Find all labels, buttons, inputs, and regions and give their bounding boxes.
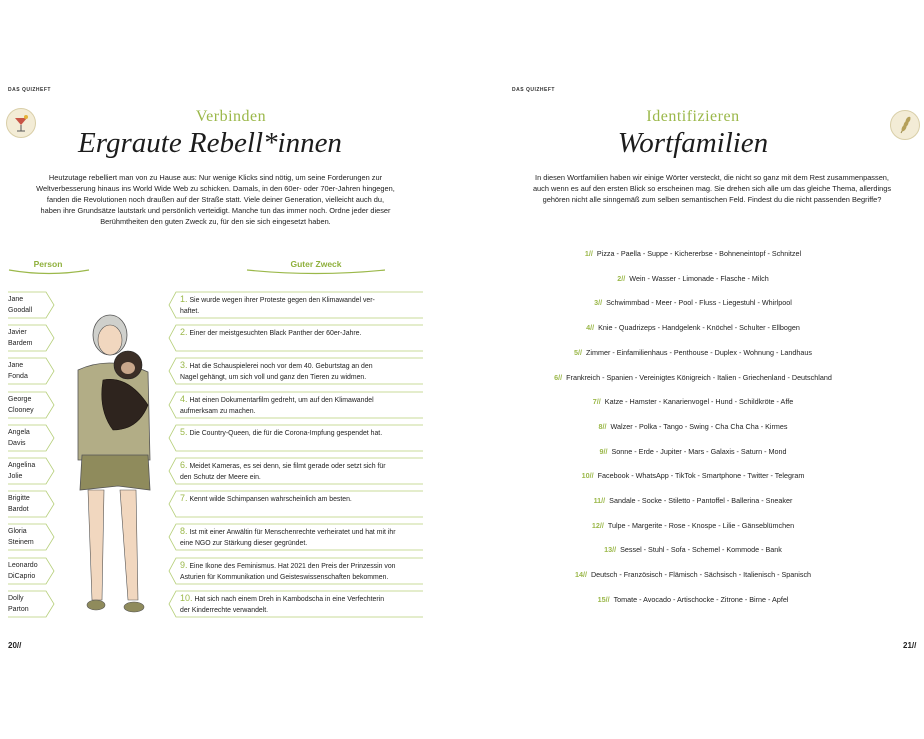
cause-text: 8. Ist mit einer Anwältin für Menschenrechte verheiratet und hat mit ihr eine NGO zur Stärkung dieser gegründet. bbox=[180, 526, 396, 548]
word-family-words: Frankreich - Spanien - Vereinigtes Königreich - Italien - Griechenland - Deutschland bbox=[566, 372, 832, 382]
page-title: Ergraute Rebell*innen bbox=[78, 127, 342, 159]
word-family-number: 7// bbox=[592, 397, 601, 407]
word-family-words: Walzer - Polka - Tango - Swing - Cha Cha Cha - Kirmes bbox=[610, 421, 788, 431]
word-family-words: Sandale - Socke - Stiletto - Pantoffel - Ballerina - Sneaker bbox=[609, 496, 793, 505]
word-family-row bbox=[462, 373, 924, 382]
word-family-words: Pizza - Paella - Suppe - Kichererbse - Bohneneintopf - Schnitzel bbox=[596, 249, 802, 258]
word-family-words: Facebook - WhatsApp - TikTok - Smartphone - Twitter - Telegram bbox=[597, 471, 805, 481]
word-family-number: 9// bbox=[599, 446, 608, 456]
person-name: Javier Bardem bbox=[8, 329, 33, 348]
word-family-row bbox=[462, 496, 924, 505]
page-title: Wortfamilien bbox=[617, 127, 769, 159]
person-name: Brigitte Bardot bbox=[8, 495, 30, 514]
word-family-row bbox=[462, 323, 924, 332]
section-category: Identifizieren bbox=[646, 108, 740, 125]
cause-text: 5. Die Country-Queen, die für die Corona-Impfung gespendet hat. bbox=[180, 426, 383, 437]
word-family-number: 3// bbox=[594, 298, 603, 308]
word-family-number: 2// bbox=[617, 273, 626, 283]
word-family-row bbox=[462, 471, 924, 480]
person-name: Gloria Steinem bbox=[8, 528, 34, 547]
word-family-row bbox=[462, 570, 924, 579]
word-family-number: 10// bbox=[581, 471, 594, 481]
word-family-number: 12// bbox=[591, 520, 604, 530]
person-item[interactable] bbox=[8, 360, 54, 386]
person-name: Jane Fonda bbox=[8, 362, 28, 381]
cause-item[interactable] bbox=[168, 294, 423, 320]
person-name: Angela Davis bbox=[8, 428, 30, 447]
person-item[interactable] bbox=[8, 493, 54, 519]
cause-text: 7. Kennt wilde Schimpansen wahrscheinlich am besten. bbox=[180, 493, 352, 504]
person-item[interactable] bbox=[8, 427, 54, 453]
word-family-row bbox=[462, 274, 924, 283]
person-name: Dolly Parton bbox=[8, 594, 29, 613]
word-family-words: Katze - Hamster - Kanarienvogel - Hund - Schildkröte - Affe bbox=[604, 397, 794, 407]
person-name: George Clooney bbox=[8, 395, 34, 414]
person-item[interactable] bbox=[8, 460, 54, 486]
word-family-number: 14// bbox=[574, 570, 587, 580]
word-family-number: 1// bbox=[584, 249, 593, 258]
column-header-cause-underline bbox=[246, 268, 386, 282]
word-family-row bbox=[462, 348, 924, 357]
word-family-words: Tulpe - Margerite - Rose - Knospe - Lilie - Gänseblümchen bbox=[607, 520, 795, 530]
word-family-number: 8// bbox=[598, 421, 607, 431]
word-family-words: Zimmer - Einfamilienhaus - Penthouse - Duplex - Wohnung - Landhaus bbox=[586, 347, 812, 357]
word-family-number: 11// bbox=[593, 496, 606, 505]
column-header-person: Person bbox=[33, 259, 63, 269]
word-family-row bbox=[462, 422, 924, 431]
word-family-words: Deutsch - Französisch - Flämisch - Sächsisch - Italienisch - Spanisch bbox=[590, 570, 812, 580]
intro-text: In diesen Wortfamilien haben wir einige Wörter versteckt, die nicht so ganz mit dem Rest zusammenpassen, auch wenn es auf den ersten Blick so erscheinen mag. Sie drehen sich alle um das gleiche Thema, allerdings gehören nicht alle sinngemäß zum selben semantischen Feld. Findest du die nicht passenden Begriffe? bbox=[532, 173, 892, 204]
cause-item[interactable] bbox=[168, 593, 423, 619]
right-page bbox=[462, 0, 924, 739]
cause-text: 10. Hat sich nach einem Dreh in Kambodscha in eine Verfechterin der Kinderrechte verwandelt. bbox=[180, 592, 385, 614]
person-item[interactable] bbox=[8, 394, 54, 420]
word-family-number: 6// bbox=[554, 372, 563, 382]
person-name: Leonardo DiCaprio bbox=[8, 561, 38, 580]
word-family-row bbox=[462, 298, 924, 307]
cause-item[interactable] bbox=[168, 360, 423, 386]
jane-goodall-illustration bbox=[58, 310, 168, 620]
word-family-row bbox=[462, 545, 924, 554]
intro-text: Heutzutage rebelliert man von zu Hause aus: Nur wenige Klicks sind nötig, um seine Forderungen zur Weltverbesserung hinaus ins World Wide Web zu schicken. Damals, in den 60er- oder 70er-Jahren hingegen, fanden die Revolutionen noch draußen auf der Straße statt. Viele deiner Generation, vielleicht auch du, haben ihre Grundsätze lautstark und persönlich verteidigt. Manche tun das immer noch. Ordne jeder dieser Berühmtheiten den guten Zweck zu, für den sie sich eingesetzt haben. bbox=[36, 173, 395, 226]
word-family-row bbox=[462, 521, 924, 530]
cause-item[interactable] bbox=[168, 526, 423, 552]
person-name: Angelina Jolie bbox=[8, 462, 36, 480]
page-number: 21// bbox=[903, 641, 917, 650]
cause-item[interactable] bbox=[168, 327, 423, 353]
section-category: Verbinden bbox=[195, 108, 267, 125]
page-header: DAS QUIZHEFT bbox=[8, 87, 51, 93]
cause-item[interactable] bbox=[168, 427, 423, 453]
word-family-words: Schwimmbad - Meer - Pool - Fluss - Liegestuhl - Whirlpool bbox=[606, 298, 792, 308]
cause-item[interactable] bbox=[168, 394, 423, 420]
cause-item[interactable] bbox=[168, 493, 423, 519]
word-family-row bbox=[462, 595, 924, 604]
person-item[interactable] bbox=[8, 560, 54, 586]
word-family-words: Tomate - Avocado - Artischocke - Zitrone - Birne - Apfel bbox=[613, 594, 789, 604]
column-header-cause: Guter Zweck bbox=[290, 259, 342, 269]
person-item[interactable] bbox=[8, 327, 54, 353]
cause-text: 9. Eine Ikone des Feminismus. Hat 2021 den Preis der Prinzessin von Asturien für Kommunikation und Geisteswissenschaften bekommen. bbox=[180, 559, 396, 581]
page-number: 20// bbox=[8, 641, 22, 650]
word-family-words: Sessel - Stuhl - Sofa - Schemel - Kommode - Bank bbox=[620, 545, 782, 555]
word-family-row bbox=[462, 397, 924, 406]
word-family-words: Sonne - Erde - Jupiter - Mars - Galaxis - Saturn - Mond bbox=[611, 446, 787, 456]
word-family-row bbox=[462, 249, 924, 258]
cause-text: 1. Sie wurde wegen ihrer Proteste gegen den Klimawandel ver- haftet. bbox=[180, 294, 375, 315]
cause-text: 3. Hat die Schauspielerei noch vor dem 40. Geburtstag an den Nagel gehängt, um sich voll und ganz den Tieren zu widmen. bbox=[180, 360, 373, 382]
column-header-person-underline bbox=[8, 268, 90, 282]
person-item[interactable] bbox=[8, 526, 54, 552]
word-family-number: 5// bbox=[574, 347, 582, 357]
word-family-row bbox=[462, 447, 924, 456]
person-item[interactable] bbox=[8, 294, 54, 320]
cause-text: 4. Hat einen Dokumentarfilm gedreht, um auf den Klimawandel aufmerksam zu machen. bbox=[180, 393, 374, 415]
cause-item[interactable] bbox=[168, 560, 423, 586]
word-family-number: 13// bbox=[604, 545, 617, 555]
cause-text: 2. Einer der meistgesuchten Black Panther der 60er-Jahre. bbox=[180, 327, 362, 338]
person-name: Jane Goodall bbox=[8, 296, 33, 314]
word-family-number: 4// bbox=[586, 323, 595, 333]
word-family-words: Wein - Wasser - Limonade - Flasche - Milch bbox=[629, 273, 769, 283]
cause-item[interactable] bbox=[168, 460, 423, 486]
cause-text: 6. Meidet Kameras, es sei denn, sie filmt gerade oder setzt sich für den Schutz der Meere ein. bbox=[180, 460, 386, 481]
word-family-words: Knie - Quadrizeps - Handgelenk - Knöchel - Schulter - Ellbogen bbox=[598, 323, 800, 333]
word-family-number: 15// bbox=[597, 594, 610, 604]
person-item[interactable] bbox=[8, 593, 54, 619]
page-header: DAS QUIZHEFT bbox=[512, 87, 555, 93]
